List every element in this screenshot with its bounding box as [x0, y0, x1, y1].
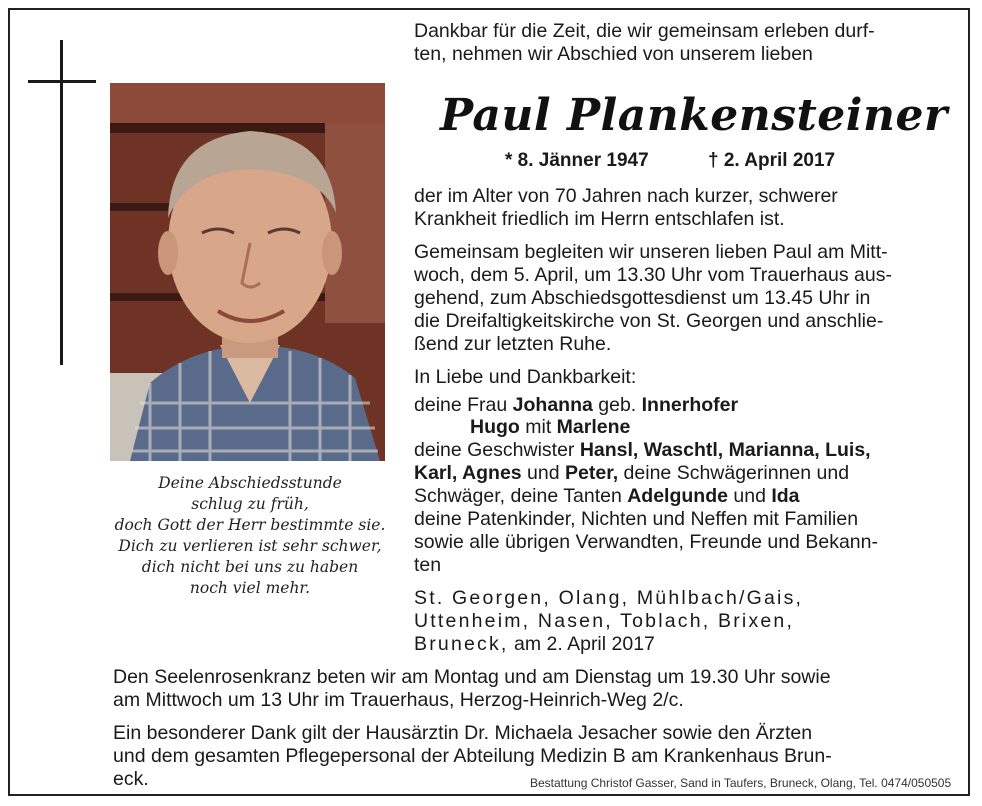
- family-line: [414, 439, 871, 462]
- poem-line: doch Gott der Herr bestimmte sie.: [114, 516, 386, 534]
- place-date: am 2. April 2017: [508, 633, 655, 655]
- family-name: Marlene: [556, 416, 631, 438]
- family-line: [414, 462, 849, 485]
- intro-line: ten, nehmen wir Abschied von unserem lieben: [414, 43, 813, 65]
- place-line: Uttenheim, Nasen, Toblach, Brixen,: [414, 610, 795, 632]
- family-name: Hugo: [470, 416, 520, 438]
- family-text: Schwäger, deine Tanten: [414, 485, 628, 507]
- family-text: geb.: [592, 394, 642, 416]
- family-name: Hansl, Waschtl, Marianna, Luis,: [579, 439, 871, 461]
- family-line: sowie alle übrigen Verwandten, Freunde und Bekann-: [414, 531, 878, 553]
- deceased-name: Paul Plankensteiner: [440, 90, 948, 141]
- memorial-poem: [105, 473, 395, 599]
- age-line: der im Alter von 70 Jahren nach kurzer, schwerer: [414, 185, 838, 207]
- family-text: mit: [519, 416, 557, 438]
- age-line: Krankheit friedlich im Herrn entschlafen ist.: [414, 208, 785, 230]
- rosary-line: am Mittwoch um 13 Uhr im Trauerhaus, Herzog-Heinrich-Weg 2/c.: [113, 689, 684, 711]
- poem-line: noch viel mehr.: [189, 579, 311, 597]
- funeral-line: die Dreifaltigkeitskirche von St. Georgen und anschlie-: [414, 310, 884, 332]
- thanks-line: eck.: [113, 768, 149, 790]
- family-text: deine Schwägerinnen und: [618, 462, 850, 484]
- thanks-line: und dem gesamten Pflegepersonal der Abteilung Medizin B am Krankenhaus Brun-: [113, 745, 832, 767]
- funeral-line: Gemeinsam begleiten wir unseren lieben Paul am Mitt-: [414, 241, 888, 263]
- family-heading: In Liebe und Dankbarkeit:: [414, 366, 637, 388]
- family-text: deine Frau: [414, 394, 513, 416]
- family-name: Adelgunde: [627, 485, 728, 507]
- family-name: Innerhofer: [641, 394, 739, 416]
- family-line: deine Patenkinder, Nichten und Neffen mit Familien: [414, 508, 859, 530]
- family-name: Peter,: [565, 462, 619, 484]
- family-name: Ida: [771, 485, 800, 507]
- funeral-line: gehend, zum Abschiedsgottesdienst um 13.45 Uhr in: [414, 287, 871, 309]
- poem-line: dich nicht bei uns zu haben: [141, 558, 359, 576]
- place-text: Bruneck,: [414, 633, 509, 655]
- thanks-line: Ein besonderer Dank gilt der Hausärztin Dr. Michaela Jesacher sowie den Ärzten: [113, 722, 813, 744]
- funeral-line: woch, dem 5. April, um 13.30 Uhr vom Trauerhaus aus-: [414, 264, 892, 286]
- funeral-line: ßend zur letzten Ruhe.: [414, 333, 612, 355]
- poem-line: schlug zu früh,: [191, 495, 309, 513]
- poem-line: Dich zu verlieren ist sehr schwer,: [118, 537, 382, 555]
- death-date: † 2. April 2017: [708, 150, 836, 171]
- intro-line: Dankbar für die Zeit, die wir gemeinsam erleben durf-: [414, 20, 875, 42]
- family-line: ten: [414, 554, 442, 576]
- family-text: und: [727, 485, 772, 507]
- birth-date: * 8. Jänner 1947: [505, 150, 649, 171]
- family-line: [414, 394, 738, 417]
- undertaker-credit: Bestattung Christof Gasser, Sand in Taufers, Bruneck, Olang, Tel. 0474/050505: [530, 776, 952, 790]
- family-text: deine Geschwister: [414, 439, 580, 461]
- family-name: Johanna: [512, 394, 593, 416]
- place-date-line: [414, 633, 655, 656]
- family-name: Karl, Agnes: [414, 462, 522, 484]
- family-line: [470, 416, 630, 439]
- family-line: [414, 485, 800, 508]
- portrait-photo: [110, 83, 385, 461]
- rosary-line: Den Seelenrosenkranz beten wir am Montag und am Dienstag um 19.30 Uhr sowie: [113, 666, 831, 688]
- family-text: und: [521, 462, 566, 484]
- place-line: St. Georgen, Olang, Mühlbach/Gais,: [414, 587, 804, 609]
- poem-line: Deine Abschiedsstunde: [158, 474, 342, 492]
- cross-icon: [60, 40, 63, 365]
- cross-icon-bar: [28, 80, 96, 83]
